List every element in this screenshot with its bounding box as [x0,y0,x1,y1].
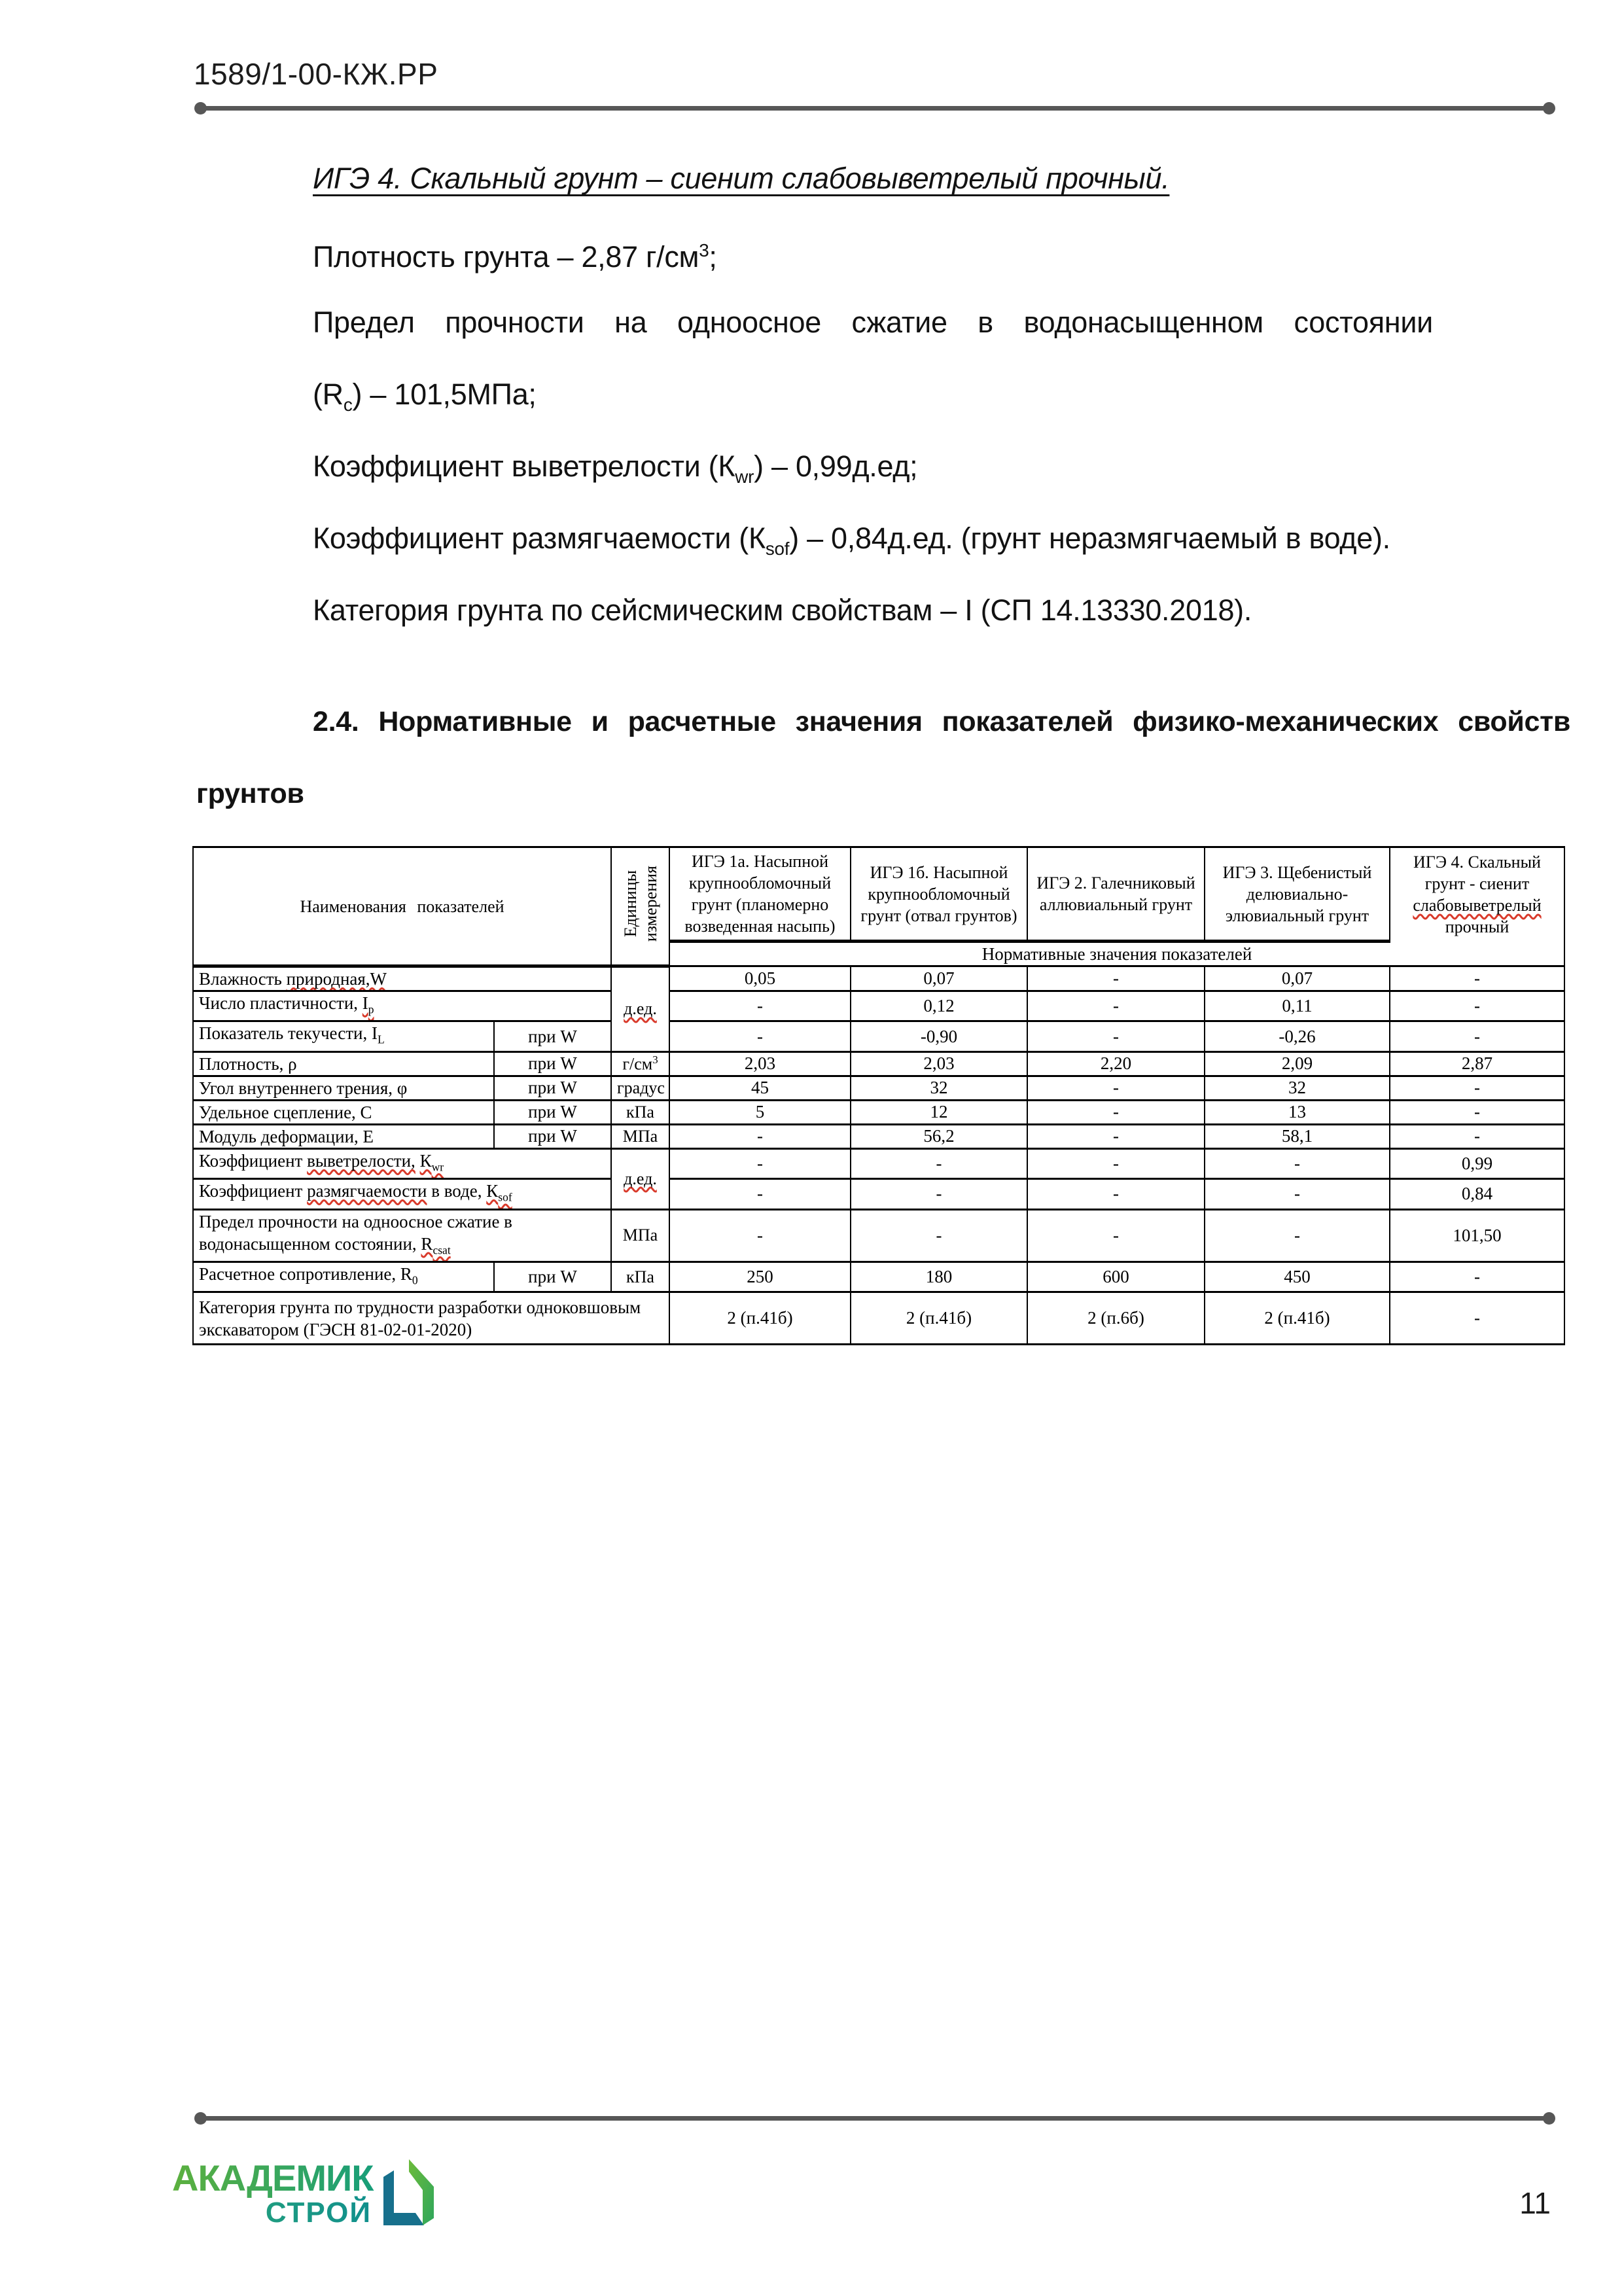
row-label: Модуль деформации, Е [193,1124,494,1148]
label-symbol: К [419,1150,432,1171]
rc-post: ) – 101,5МПа; [352,378,537,411]
logo-text-stroy: СТРОЙ [265,2197,372,2229]
label-symbol: К [486,1181,499,1201]
value-cell: - [669,1209,851,1262]
value-cell: - [1390,1262,1564,1292]
row-label: Угол внутреннего трения, φ [193,1076,494,1100]
table-row [193,1148,1564,1178]
value-cell: - [1027,1021,1205,1051]
value-cell: - [1027,1179,1205,1209]
table-row [193,1076,1564,1100]
col-header-ige3: ИГЭ 3. Щебенистый делювиально-элювиальный грунт [1205,847,1390,942]
value-cell: 0,84 [1390,1179,1564,1209]
density-sup: 3 [699,240,709,260]
value-cell: 5 [669,1100,851,1124]
value-cell: - [1027,1148,1205,1178]
company-logo [172,2157,440,2231]
unit-cell [611,1148,669,1209]
unit-cell: градус [611,1076,669,1100]
value-cell: - [1205,1179,1390,1209]
label-symbol: R [421,1233,433,1254]
label-misspelled: размягчаемости [307,1181,427,1201]
table-row [193,1100,1564,1124]
label-misspelled: выветрелости, [307,1150,415,1171]
rc-pre: (R [313,378,344,411]
value-cell: - [1390,1292,1564,1345]
label-text: Число пластичности, [199,993,362,1013]
col-header-ige4 [1390,847,1564,942]
value-cell: 0,05 [669,966,851,991]
value-cell: - [669,1124,851,1148]
seismic-line: Категория грунта по сейсмическим свойствам – I (СП 14.13330.2018). [313,593,1252,627]
subheader-cell: Нормативные значения показателей [669,942,1564,966]
value-cell: - [669,1021,851,1051]
density-line [313,233,717,275]
row-label [193,1021,494,1051]
units-word-2: измерения [641,865,660,942]
value-cell: - [1205,1148,1390,1178]
value-cell: 58,1 [1205,1124,1390,1148]
value-cell: 600 [1027,1262,1205,1292]
value-cell: 2,20 [1027,1051,1205,1076]
table-row [193,991,1564,1021]
value-cell: 45 [669,1076,851,1100]
logo-text-akademik: АКАДЕМИК [172,2157,374,2199]
value-cell: 13 [1205,1100,1390,1124]
table-row [193,966,1564,991]
at-w-cell: при W [494,1021,611,1051]
value-cell: 2,03 [851,1051,1027,1076]
label-symbol-sub: wr [431,1160,444,1174]
ksof-sub: sof [765,539,790,559]
value-cell: 2 (п.41б) [851,1292,1027,1345]
col-header-ige1b: ИГЭ 1б. Насыпной крупнообломочный грунт (отвал грунтов) [851,847,1027,942]
header-rule [200,106,1549,111]
value-cell: 0,12 [851,991,1027,1021]
kwr-post: ) – 0,99д.ед; [754,450,918,483]
table-row [193,1124,1564,1148]
ksof-line [313,521,1390,567]
value-cell: 101,50 [1390,1209,1564,1262]
col-header-units [611,847,669,966]
label-symbol-sub: csat [432,1243,451,1256]
value-cell: - [1390,1124,1564,1148]
value-cell: 250 [669,1262,851,1292]
label-symbol: I [362,993,368,1013]
strength-line-1: Предел прочности на одноосное сжатие в водонасыщенном состоянии [313,306,1433,339]
value-cell: 32 [851,1076,1027,1100]
ksof-pre: Коэффициент размягчаемости (К [313,521,766,555]
value-cell: - [1390,1076,1564,1100]
unit-cell [611,1051,669,1076]
value-cell: - [1027,966,1205,991]
at-w-cell: при W [494,1076,611,1100]
ige4-misspelled-word: слабовыветрелый [1413,896,1542,915]
row-label [193,1262,494,1292]
row-label [193,991,611,1021]
unit-text: г/см [622,1054,653,1074]
row-label [193,966,611,991]
label-text: Коэффициент [199,1150,308,1171]
unit-cell: кПа [611,1100,669,1124]
value-cell: - [1390,991,1564,1021]
footer-rule [200,2116,1549,2121]
ige4-pre: ИГЭ 4. Скальный грунт - сиенит [1413,853,1541,894]
row-label: Категория грунта по трудности разработки одноковшовым экскаватором (ГЭСН 81-02-01-2020) [193,1292,669,1345]
value-cell: - [851,1209,1027,1262]
col-header-names: Наименования показателей [193,847,611,966]
density-text: Плотность грунта – 2,87 г/см [313,240,699,274]
value-cell: - [669,1148,851,1178]
label-text: Предел прочности на одноосное сжатие в водонасыщенном состоянии, [199,1211,512,1254]
density-end: ; [709,240,717,274]
value-cell: 2 (п.41б) [669,1292,851,1345]
value-cell: - [669,991,851,1021]
at-w-cell: при W [494,1262,611,1292]
value-cell: - [669,1179,851,1209]
value-cell: - [1027,1076,1205,1100]
row-label [193,1148,611,1178]
row-label: Удельное сцепление, С [193,1100,494,1124]
value-cell: 180 [851,1262,1027,1292]
value-cell: - [1027,1100,1205,1124]
value-cell: - [1390,966,1564,991]
label-symbol-sub: 0 [412,1273,418,1287]
table-row [193,1179,1564,1209]
value-cell: 2 (п.6б) [1027,1292,1205,1345]
at-w-cell: при W [494,1051,611,1076]
units-rotated-label [620,866,661,942]
value-cell: - [1027,1209,1205,1262]
unit-text: д.ед. [624,999,657,1019]
kwr-line [313,449,917,495]
value-cell: - [1390,1100,1564,1124]
ige4-post: прочный [1445,917,1509,937]
value-cell: 2,87 [1390,1051,1564,1076]
unit-cell [611,966,669,1052]
value-cell: - [851,1148,1027,1178]
value-cell: 32 [1205,1076,1390,1100]
value-cell: 0,11 [1205,991,1390,1021]
unit-cell: МПа [611,1124,669,1148]
label-symbol-sub: sof [498,1190,512,1204]
value-cell: 0,99 [1390,1148,1564,1178]
unit-cell: кПа [611,1262,669,1292]
value-cell: - [1205,1209,1390,1262]
row-label [193,1179,611,1209]
units-word-1: Единицы [620,870,640,938]
unit-cell: МПа [611,1209,669,1262]
value-cell: 56,2 [851,1124,1027,1148]
value-cell: 0,07 [1205,966,1390,991]
label-symbol-sub: p [368,1002,374,1016]
rc-sub: c [343,395,353,415]
value-cell: - [1390,1021,1564,1051]
label-text: Коэффициент [199,1181,308,1201]
row-label [193,1209,611,1262]
value-cell: 2,03 [669,1051,851,1076]
value-cell: - [1027,1124,1205,1148]
row-label: Плотность, ρ [193,1051,494,1076]
page-number: 11 [1519,2186,1551,2220]
value-cell: -0,26 [1205,1021,1390,1051]
table-row [193,1292,1564,1345]
logo-house-icon [383,2159,434,2225]
label-misspelled: природная,W [286,969,387,989]
ige4-heading: ИГЭ 4. Скальный грунт – сиенит слабовыветрелый прочный. [313,162,1170,195]
value-cell: 450 [1205,1262,1390,1292]
value-cell: 2,09 [1205,1051,1390,1076]
section-heading: 2.4. Нормативные и расчетные значения показателей физико-механических свойств [313,706,1570,737]
value-cell: - [1027,991,1205,1021]
table-row [193,1209,1564,1262]
value-cell: 2 (п.41б) [1205,1292,1390,1345]
value-cell: 12 [851,1100,1027,1124]
label-text: в воде, [427,1181,487,1201]
label-text: Показатель текучести, I [199,1023,378,1044]
col-header-ige2: ИГЭ 2. Галечниковый аллювиальный грунт [1027,847,1205,942]
unit-sup: 3 [652,1053,658,1066]
col-header-ige1a: ИГЭ 1а. Насыпной крупнообломочный грунт (планомерно возведенная насыпь) [669,847,851,942]
unit-text: д.ед. [624,1169,657,1188]
table-row [193,1262,1564,1292]
section-heading-continued: грунтов [196,778,304,809]
value-cell: -0,90 [851,1021,1027,1051]
ksof-post: ) – 0,84д.ед. (грунт неразмягчаемый в воде). [789,521,1390,555]
kwr-sub: wr [735,467,754,487]
document-code: 1589/1-00-КЖ.РР [194,57,438,91]
label-symbol-sub: L [377,1033,385,1046]
table-header-row [193,847,1564,942]
kwr-pre: Коэффициент выветрелости (К [313,450,735,483]
at-w-cell: при W [494,1100,611,1124]
table-row [193,1051,1564,1076]
value-cell: 0,07 [851,966,1027,991]
label-text [415,1151,420,1171]
strength-line-2 [313,377,537,423]
table-row [193,1021,1564,1051]
soil-properties-table [192,846,1565,1345]
label-text: Влажность [199,969,287,989]
value-cell: - [851,1179,1027,1209]
label-text: Расчетное сопротивление, R [199,1263,412,1284]
at-w-cell: при W [494,1124,611,1148]
